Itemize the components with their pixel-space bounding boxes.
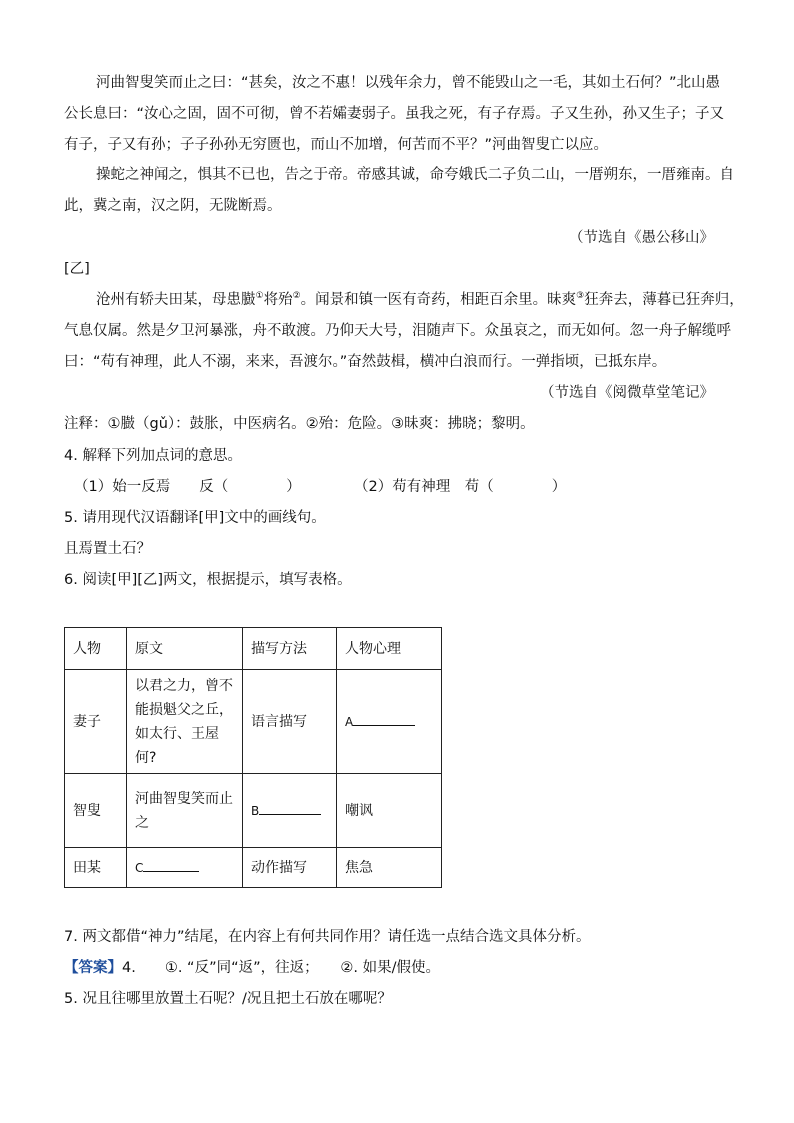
yi-line1-a: 沧州有轿夫田某，母患臌 <box>96 292 256 308</box>
jia-p2-line1: 操蛇之神闻之，惧其不已也，告之于帝。帝感其诚，命夸娥氏二子负二山，一厝朔东，一厝雍南。自 <box>96 167 734 183</box>
jia-p1-line1: 河曲智叟笑而止之曰：“甚矣，汝之不惠！以残年余力，曾不能毁山之一毛，其如土石何？”北山愚 <box>96 75 721 91</box>
notes: 注释：①臌（gǔ）：鼓胀，中医病名。②殆：危险。③昧爽：拂晓；黎明。 <box>64 416 535 432</box>
table-header-row <box>65 628 442 670</box>
answer-line1-text: 4. ①. “反”同“返”，往返； ②. 如果/假使。 <box>122 960 440 976</box>
table-row <box>65 774 442 848</box>
note-marker-1: ① <box>255 291 264 302</box>
yi-line1 <box>96 290 744 310</box>
answer-line2: 5. 况且往哪里放置土石呢？/况且把土石放在哪呢？ <box>64 991 392 1007</box>
answer-tag: 【答案】 <box>64 960 122 976</box>
cell-method-blank[interactable] <box>243 774 337 848</box>
yi-label: [乙] <box>64 261 90 277</box>
blank-label-a: A <box>345 714 354 729</box>
answer-line1 <box>64 958 440 978</box>
yi-line1-d: 狂奔去，薄暮已狂奔归， <box>584 292 744 308</box>
q4-item1: （1）始一反焉 反（ ） <box>74 479 301 495</box>
answer-blank-line <box>353 713 415 726</box>
cell-person: 妻子 <box>65 670 127 774</box>
cell-text-blank[interactable] <box>127 848 243 888</box>
cell-person: 智叟 <box>65 774 127 848</box>
yi-line1-c: 。闻景和镇一医有奇药，相距百余里。昧爽 <box>300 292 577 308</box>
header-text: 原文 <box>127 628 243 670</box>
q5-sentence: 且焉置土石？ <box>64 541 151 557</box>
cell-text: 以君之力，曾不能损魁父之丘，如太行、王屋何? <box>127 670 243 774</box>
table-row <box>65 670 442 774</box>
q4-title: 4. 解释下列加点词的意思。 <box>64 448 242 464</box>
yi-line2: 气息仅属。然是夕卫河暴涨，舟不敢渡。乃仰天大号，泪随声下。众虽哀之，而无如何。忽一舟子解缆呼 <box>64 323 731 339</box>
q6-table <box>64 627 442 888</box>
jia-p1-line3: 有子，子又有孙；子子孙孙无穷匮也，而山不加增，何苦而不平？”河曲智叟亡以应。 <box>64 137 609 153</box>
cell-person: 田某 <box>65 848 127 888</box>
cell-mind: 焦急 <box>337 848 442 888</box>
blank-label-b: B <box>251 803 260 818</box>
answer-blank-line <box>143 859 199 872</box>
cell-method: 语言描写 <box>243 670 337 774</box>
header-person: 人物 <box>65 628 127 670</box>
q4-item2: （2）苟有神理 苟（ ） <box>354 479 567 495</box>
jia-p2-line2: 此，冀之南，汉之阴，无陇断焉。 <box>64 198 282 214</box>
table-row <box>65 848 442 888</box>
blank-label-c: C <box>135 860 144 875</box>
jia-source: （节选自《愚公移山》 <box>569 230 714 246</box>
cell-method: 动作描写 <box>243 848 337 888</box>
yi-line1-b: 将殆 <box>263 292 293 308</box>
cell-mind-blank[interactable] <box>337 670 442 774</box>
q6-title: 6. 阅读[甲][乙]两文，根据提示，填写表格。 <box>64 572 352 588</box>
cell-text: 河曲智叟笑而止之 <box>127 774 243 848</box>
yi-line3: 曰：“苟有神理，此人不溺，来来，吾渡尔。”奋然鼓楫，横冲白浪而行。一弹指顷，已抵东岸。 <box>64 354 667 370</box>
yi-source: （节选自《阅微草堂笔记》 <box>540 385 714 401</box>
note-marker-2: ② <box>292 291 301 302</box>
cell-mind: 嘲讽 <box>337 774 442 848</box>
header-mind: 人物心理 <box>337 628 442 670</box>
q5-title: 5. 请用现代汉语翻译[甲]文中的画线句。 <box>64 510 326 526</box>
note-marker-3: ③ <box>576 291 585 302</box>
header-method: 描写方法 <box>243 628 337 670</box>
q7-title: 7. 两文都借“神力”结尾，在内容上有何共同作用？请任选一点结合选文具体分析。 <box>64 929 591 945</box>
jia-p1-line2: 公长息曰：“汝心之固，固不可彻，曾不若孀妻弱子。虽我之死，有子存焉。子又生孙，孙又生子；子又 <box>64 106 725 122</box>
answer-blank-line <box>259 802 321 815</box>
